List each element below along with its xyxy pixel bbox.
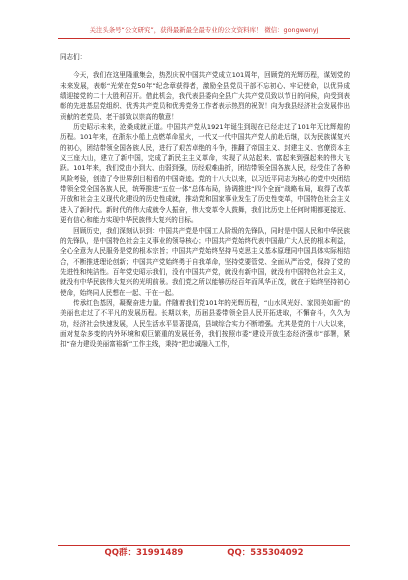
- greeting-line: 同志们：: [60, 53, 87, 61]
- paragraph: 今天，我们在这里隆重集会，热烈庆祝中国共产党成立101周年，回顾党的光辉历程，谋划党的未来发展，表彰“光荣在党50年”纪念章获得者，激励全县党员干部不忘初心、牢记使命，以优异成绩迎接党的二十大胜利召开。借此机会，我代表县委向全县广大共产党员致以节日的问候，向受到表彰的先进基层党组织、优秀共产党员和优秀党务工作者表示热烈的祝贺！向为我县经济社会发展作出贡献的老党员、老干部致以崇高的敬意！: [60, 71, 350, 121]
- paragraph: 传承红色基因，凝聚奋进力量。伴随着我们党101年的光辉历程，“山水风光好、家园美如画”的美丽也走过了不平凡的发展历程。长期以来，历届县委带领全县人民开拓进取，不懈奋斗，久久为功，经济社会快速发展，人民生活水平显著提高，县域综合实力不断增强。尤其是党的十八大以来，面对复杂多变的内外环境和艰巨繁重的发展任务，我们按照市委“建设开放生态经济强市”部署，紧扣“奋力建设美丽富裕新”工作主线，秉持“把忠诚融入工作，: [60, 298, 350, 349]
- qq-contact-label: QQ：535304092: [227, 548, 304, 558]
- promo-header-banner: [58, 24, 350, 39]
- document-body: [60, 52, 350, 532]
- paragraph: 历史昭示未来，沧桑成就正道。中国共产党从1921年诞生到现在已经走过了101年无比辉煌的历程。101年来，在浙东小船上点燃革命星火，一代又一代中国共产党人前赴后继，以为民族谋复兴的初心，团结带领全国各族人民，进行了艰苦卓绝的斗争，推翻了帝国主义、封建主义、官僚资本主义三座大山，建立了新中国，完成了新民主主义革命，实现了从站起来、富起来到强起来的伟大飞跃。101年来，我们党由小到大、由弱到强，历经艰难曲折，团结带领全国各族人民，经受住了各种风险考验，创造了令世界刮目相看的中国奇迹。党的十八大以来，以习近平同志为核心的党中央团结带领全党全国各族人民，统筹推进“五位一体”总体布局，协调推进“四个全面”战略布局，取得了改革开放和社会主义现代化建设的历史性成就，推动党和国家事业发生了历史性变革，中国特色社会主义进入了新时代。新时代的伟大成就令人振奋，伟大变革令人鼓舞，我们比历史上任何时期都更接近、更有信心和能力实现中华民族伟大复兴的目标。: [60, 123, 350, 225]
- qq-group-label: QQ群：31991489: [104, 548, 184, 558]
- promo-footer-bar: [58, 545, 350, 562]
- promo-header-text: 关注头条号“公文研究”，获得最新最全最专业的公文资料库！ 微信：gongwenyj: [89, 26, 319, 34]
- paragraph: 回顾历史，我们深刻认识到：中国共产党是中国工人阶级的先锋队，同时是中国人民和中华民族的先锋队，是中国特色社会主义事业的领导核心；中国共产党始终代表中国最广大人民的根本利益，全心全意为人民服务是党的根本宗旨；中国共产党始终坚持马克思主义基本原理同中国具体实际相结合，不断推进理论创新；中国共产党始终勇于自我革命，坚持党要管党、全面从严治党，保持了党的先进性和纯洁性。百年党史昭示我们，没有中国共产党，就没有新中国，就没有中国特色社会主义，就没有中华民族伟大复兴的光明前景。我们党之所以能够历经百年而风华正茂，就在于始终坚持初心使命，始终同人民想在一起、干在一起。: [60, 226, 350, 297]
